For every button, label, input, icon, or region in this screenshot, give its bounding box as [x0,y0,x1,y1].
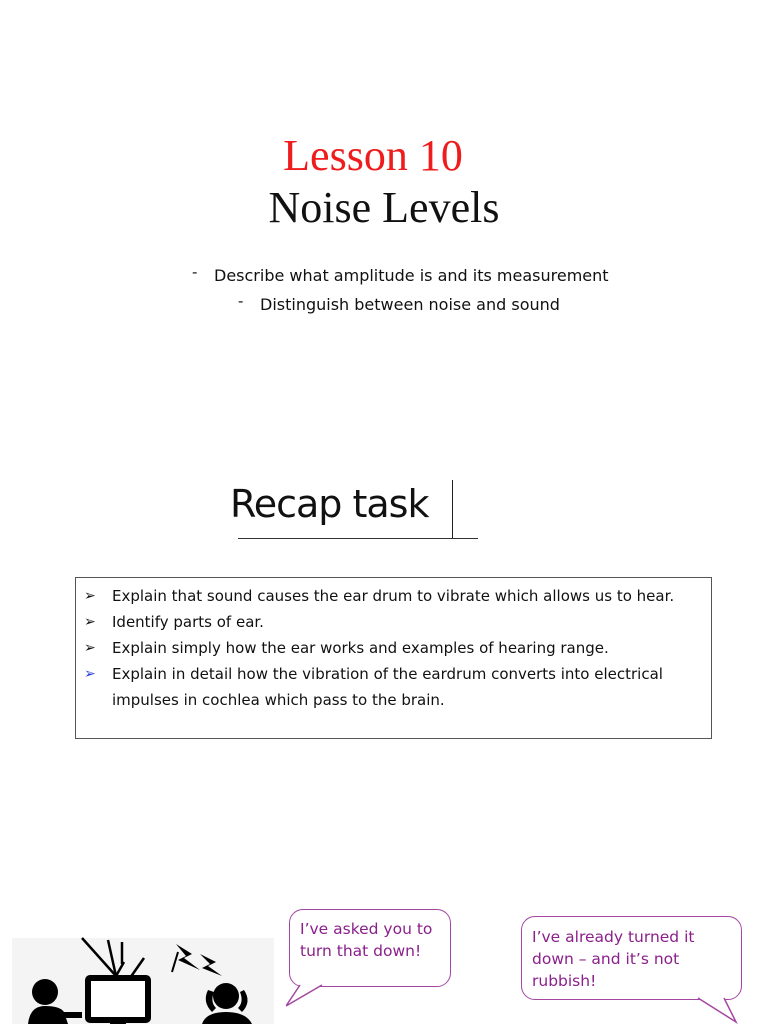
dash-marker: - [238,292,244,310]
criteria-text: Explain in detail how the vibration of the eardrum converts into electrical impulses in cochlea which pass to the brain. [112,665,663,709]
speech-bubble-child: I’ve already turned it down – and it’s not rubbish! [521,916,742,1000]
speech-bubble-tail [286,984,334,1008]
criteria-text: Explain simply how the ear works and examples of hearing range. [112,639,609,657]
dash-marker: - [192,263,198,281]
criteria-item [84,661,701,713]
recap-cursor [452,480,453,538]
objective-text: Describe what amplitude is and its measurement [214,266,609,285]
recap-heading: Recap task [230,482,429,526]
lesson-subtitle: Noise Levels [268,183,500,232]
criteria-item [84,609,701,635]
criteria-text: Explain that sound causes the ear drum to vibrate which allows us to hear. [112,587,675,605]
objective-text: Distinguish between noise and sound [260,295,560,314]
speech-bubble-parent: I’ve asked you to turn that down! [289,909,451,987]
arrow-bullet-icon: ➢ [84,614,96,630]
objective-item [238,292,560,314]
arrow-bullet-icon: ➢ [84,640,96,656]
objective-item [192,263,609,285]
noise-illustration [12,932,274,1024]
success-criteria-box [75,577,712,739]
recap-underline [238,538,478,539]
speech-bubble-tail [696,996,744,1024]
arrow-bullet-icon: ➢ [84,588,96,604]
lesson-title: Lesson 10 [283,131,463,180]
arrow-bullet-icon: ➢ [84,666,96,682]
criteria-item [84,635,701,661]
criteria-item [84,583,701,609]
criteria-text: Identify parts of ear. [112,613,264,631]
